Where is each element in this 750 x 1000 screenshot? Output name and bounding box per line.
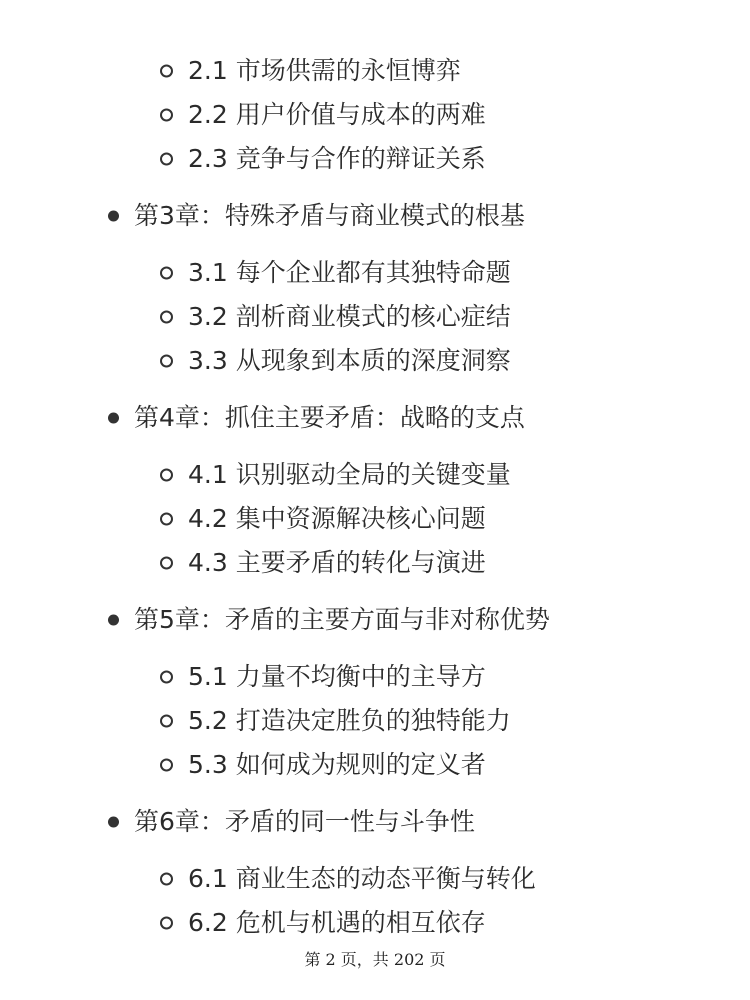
filled-bullet-icon bbox=[108, 615, 119, 626]
toc-item-label: 4.2 集中资源解决核心问题 bbox=[188, 504, 486, 533]
hollow-bullet-icon bbox=[160, 715, 173, 728]
toc-item-label: 2.1 市场供需的永恒博弈 bbox=[188, 56, 461, 85]
toc-item-label: 5.2 打造决定胜负的独特能力 bbox=[188, 706, 511, 735]
hollow-bullet-icon bbox=[160, 65, 173, 78]
toc-item bbox=[160, 750, 486, 780]
filled-bullet-icon bbox=[108, 413, 119, 424]
toc-chapter-label: 第4章：抓住主要矛盾：战略的支点 bbox=[134, 403, 525, 432]
toc-chapter bbox=[108, 403, 525, 433]
hollow-bullet-icon bbox=[160, 671, 173, 684]
page-number-footer: 第 2 页，共 202 页 bbox=[304, 950, 446, 969]
toc-item bbox=[160, 346, 511, 376]
toc-item-label: 6.1 商业生态的动态平衡与转化 bbox=[188, 864, 536, 893]
toc-item-label: 2.2 用户价值与成本的两难 bbox=[188, 100, 486, 129]
hollow-bullet-icon bbox=[160, 759, 173, 772]
filled-bullet-icon bbox=[108, 817, 119, 828]
toc-item-label: 3.2 剖析商业模式的核心症结 bbox=[188, 302, 511, 331]
toc-item bbox=[160, 504, 486, 534]
toc-item bbox=[160, 258, 511, 288]
hollow-bullet-icon bbox=[160, 873, 173, 886]
toc-item-label: 4.1 识别驱动全局的关键变量 bbox=[188, 460, 511, 489]
hollow-bullet-icon bbox=[160, 513, 173, 526]
toc-item-label: 6.2 危机与机遇的相互依存 bbox=[188, 908, 486, 937]
hollow-bullet-icon bbox=[160, 469, 173, 482]
toc-item bbox=[160, 864, 536, 894]
hollow-bullet-icon bbox=[160, 153, 173, 166]
toc-item bbox=[160, 100, 486, 130]
toc-item bbox=[160, 706, 511, 736]
toc-item bbox=[160, 548, 486, 578]
hollow-bullet-icon bbox=[160, 267, 173, 280]
toc-item bbox=[160, 144, 486, 174]
toc-chapter-label: 第3章：特殊矛盾与商业模式的根基 bbox=[134, 201, 525, 230]
toc-chapter-label: 第6章：矛盾的同一性与斗争性 bbox=[134, 807, 475, 836]
hollow-bullet-icon bbox=[160, 355, 173, 368]
hollow-bullet-icon bbox=[160, 557, 173, 570]
toc-item bbox=[160, 460, 511, 490]
toc-item-label: 5.1 力量不均衡中的主导方 bbox=[188, 662, 486, 691]
hollow-bullet-icon bbox=[160, 917, 173, 930]
toc-chapter-label: 第5章：矛盾的主要方面与非对称优势 bbox=[134, 605, 550, 634]
toc-item-label: 3.3 从现象到本质的深度洞察 bbox=[188, 346, 511, 375]
toc-item bbox=[160, 56, 461, 86]
toc-item bbox=[160, 662, 486, 692]
toc-item-label: 3.1 每个企业都有其独特命题 bbox=[188, 258, 511, 287]
hollow-bullet-icon bbox=[160, 311, 173, 324]
hollow-bullet-icon bbox=[160, 109, 173, 122]
toc-item-label: 2.3 竞争与合作的辩证关系 bbox=[188, 144, 486, 173]
toc-item-label: 4.3 主要矛盾的转化与演进 bbox=[188, 548, 486, 577]
toc-chapter bbox=[108, 807, 475, 837]
toc-item bbox=[160, 302, 511, 332]
toc-chapter bbox=[108, 605, 550, 635]
toc-item-label: 5.3 如何成为规则的定义者 bbox=[188, 750, 486, 779]
toc-item bbox=[160, 908, 486, 938]
toc-chapter bbox=[108, 201, 525, 231]
filled-bullet-icon bbox=[108, 211, 119, 222]
